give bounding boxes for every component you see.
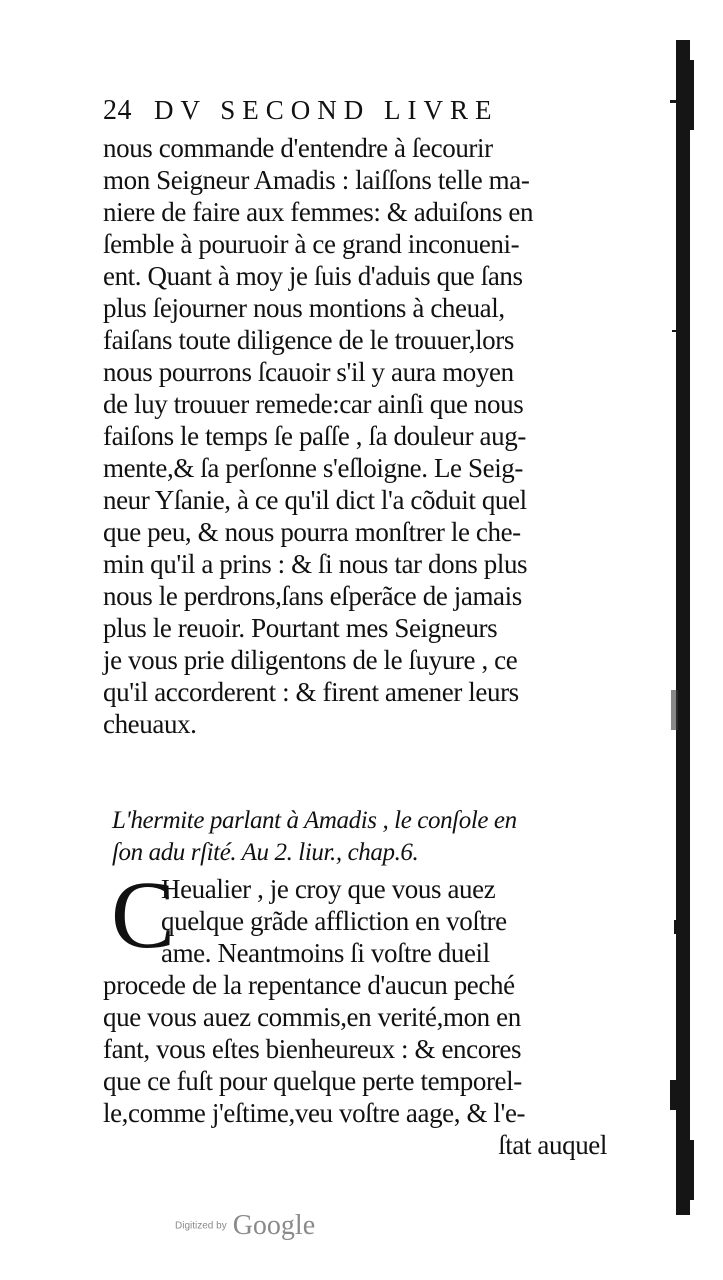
text-line: nous pourrons ſcauoir s'il y aura moyen [103, 357, 514, 387]
drop-cap: C [111, 861, 176, 968]
text-line: ame. Neantmoins ſi voſtre dueil [161, 938, 490, 968]
text-line: plus le reuoir. Pourtant mes Seigneurs [103, 613, 498, 643]
text-line: fant, vous eſtes bienheureux : & encores [103, 1034, 522, 1064]
digitization-watermark [175, 1210, 375, 1250]
text-line: qu'il accorderent : & firent amener leurs [103, 677, 519, 707]
text-line: ſtat auquel [498, 1130, 607, 1160]
text-line: niere de faire aux femmes: & aduiſons en [103, 197, 534, 227]
text-line: de luy trouuer remede:car ainſi que nous [103, 389, 524, 419]
text-line: cheuaux. [103, 709, 197, 739]
digitized-by-label: Digitized by [175, 1220, 227, 1232]
text-line: faiſons le temps ſe paſſe , ſa douleur aug- [103, 421, 526, 451]
google-wordmark: Google [232, 1210, 316, 1241]
running-title: DV SECOND LIVRE [154, 95, 499, 125]
text-line: quelque grãde affliction en voſtre [161, 906, 507, 936]
section-heading [112, 805, 612, 869]
text-line: mon Seigneur Amadis : laiſſons telle ma- [103, 165, 530, 195]
text-line: plus ſejourner nous montions à cheual, [103, 293, 505, 323]
gutter-specks [660, 40, 700, 1215]
text-line: Heualier , je croy que vous auez [161, 874, 496, 904]
text-line: nous commande d'entendre à ſecourir [103, 133, 493, 163]
text-line: ſemble à pouruoir à ce grand inconueni- [103, 229, 520, 259]
text-line: nous le perdrons,ſans eſperãce de jamais [103, 581, 522, 611]
text-line: le,comme j'eſtime,veu voſtre aage, & l'e- [103, 1098, 526, 1128]
text-line: faiſans toute diligence de le trouuer,lors [103, 325, 514, 355]
text-line: ent. Quant à moy je ſuis d'aduis que ſans [103, 261, 523, 291]
heading-line: ſon adu rſité. Au 2. liur., chap.6. [112, 839, 419, 866]
text-line: que ce fuſt pour quelque perte temporel- [103, 1066, 522, 1096]
text-line: mente,& ſa perſonne s'eſloigne. Le Seig- [103, 453, 523, 483]
section-body [103, 861, 613, 1161]
text-line: que vous auez commis,en verité,mon en [103, 1002, 521, 1032]
page-number: 24 [103, 95, 132, 126]
heading-line: L'hermite parlant à Amadis , le conſole en [112, 807, 517, 834]
body-text [103, 132, 608, 740]
text-line: min qu'il a prins : & ſi nous tar dons plus [103, 549, 528, 579]
text-line: neur Yſanie, à ce qu'il dict l'a cõduit quel [103, 485, 527, 515]
running-header [103, 92, 623, 128]
text-line: que peu, & nous pourra monſtrer le che- [103, 517, 521, 547]
text-line: procede de la repentance d'aucun peché [103, 970, 515, 1000]
text-line: je vous prie diligentons de le ſuyure , ce [103, 645, 518, 675]
